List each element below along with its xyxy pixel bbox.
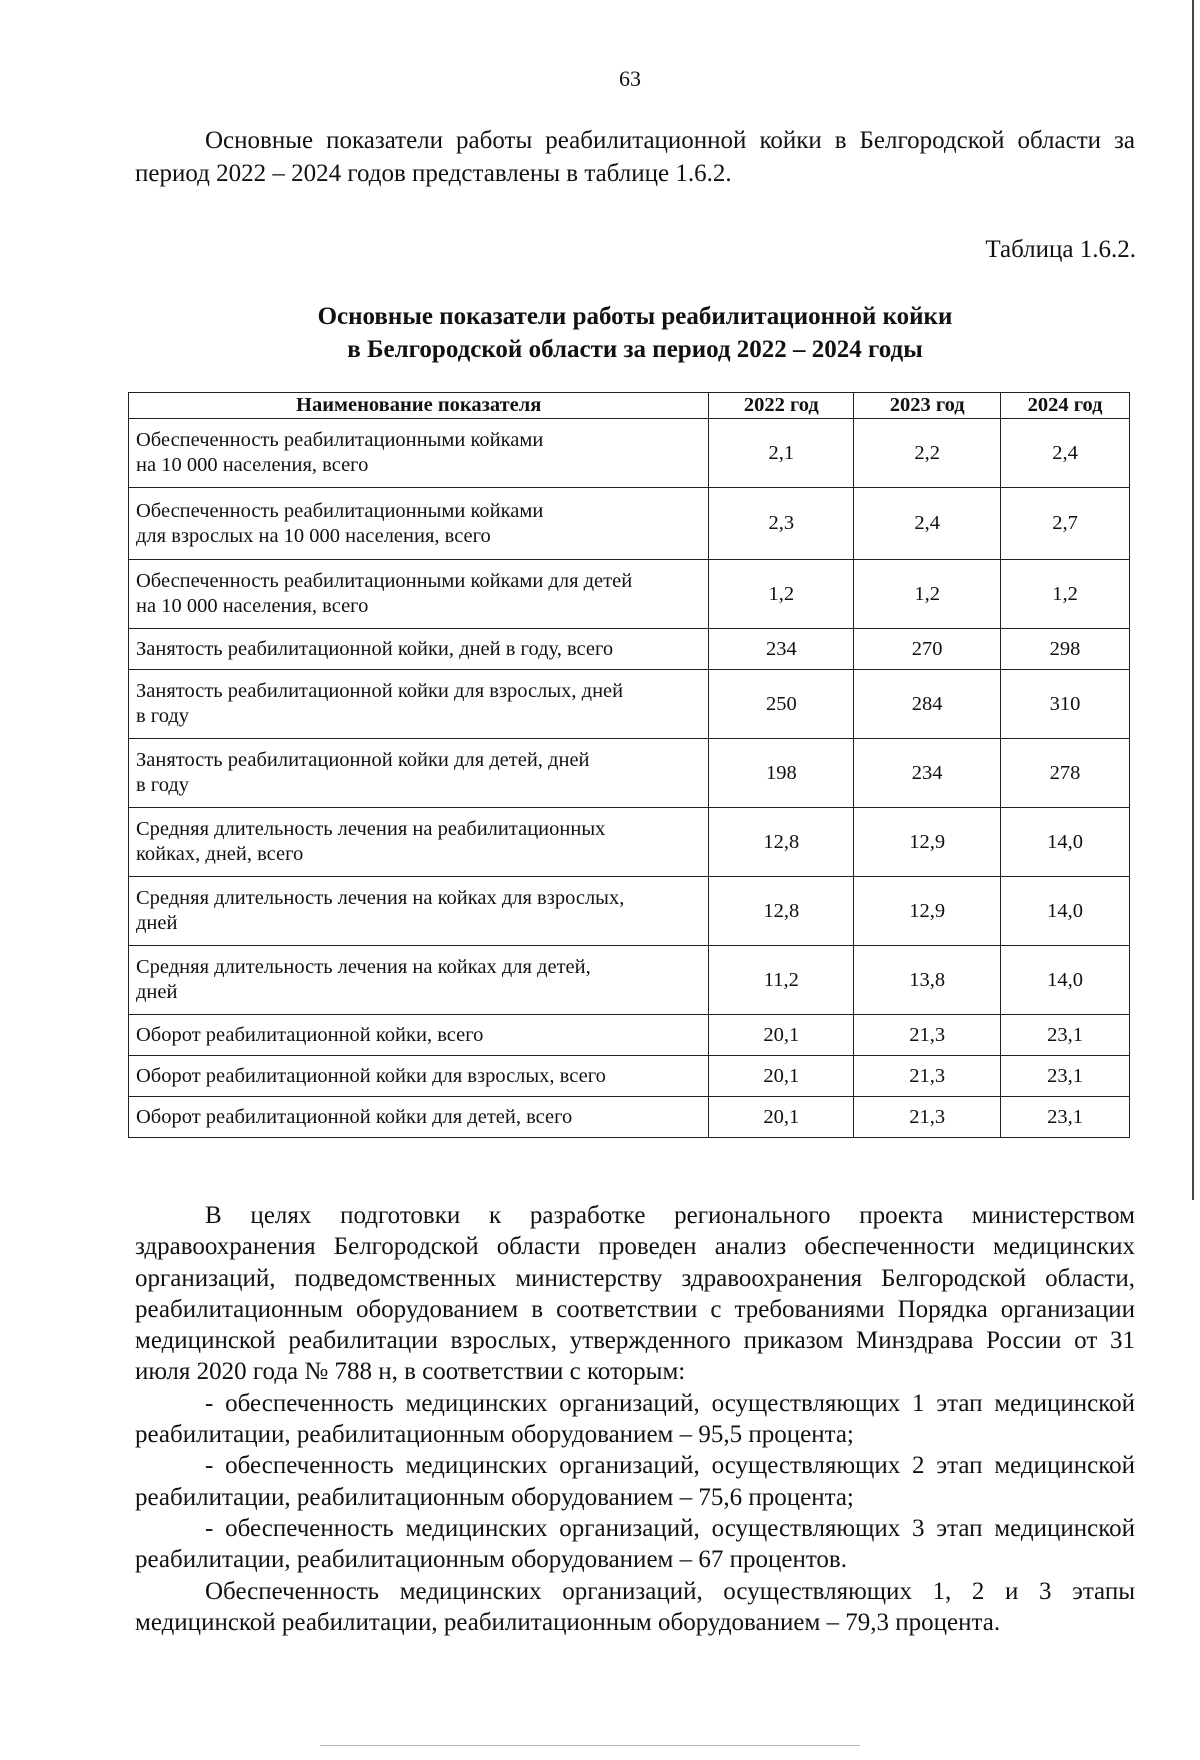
value-2023: 21,3 [854, 1056, 1001, 1097]
indicator-name: Оборот реабилитационной койки для взрослых, всего [129, 1056, 709, 1097]
table-row [129, 488, 1130, 560]
table-title-line: Основные показатели работы реабилитационной койки [317, 303, 953, 330]
value-2024: 298 [1001, 629, 1130, 670]
value-2023: 21,3 [854, 1015, 1001, 1056]
table-title [135, 300, 1135, 366]
indicator-name: Средняя длительность лечения на койках для детей, дней [129, 946, 709, 1015]
value-2022: 1,2 [709, 560, 854, 629]
value-2024: 14,0 [1001, 877, 1130, 946]
value-2024: 23,1 [1001, 1097, 1130, 1138]
header-year-2022: 2022 год [709, 393, 854, 419]
value-2024: 23,1 [1001, 1056, 1130, 1097]
indicator-name: Оборот реабилитационной койки для детей, всего [129, 1097, 709, 1138]
value-2024: 310 [1001, 670, 1130, 739]
value-2023: 1,2 [854, 560, 1001, 629]
table-row [129, 808, 1130, 877]
value-2023: 270 [854, 629, 1001, 670]
value-2022: 12,8 [709, 877, 854, 946]
table-row [129, 1097, 1130, 1138]
list-item: - обеспеченность медицинских организаций, осуществляющих 2 этап медицинской реабилитации, реабилитационным оборудованием – 75,6 процента; [135, 1452, 1135, 1511]
intro-paragraph: Основные показатели работы реабилитационной койки в Белгородской области за период 2022 – 2024 годов представлены в таблице 1.6.2. [135, 127, 1135, 187]
table-row [129, 946, 1130, 1015]
value-2023: 2,2 [854, 419, 1001, 488]
table-row [129, 1056, 1130, 1097]
value-2022: 20,1 [709, 1056, 854, 1097]
page-number: 63 [619, 66, 641, 91]
list-item: - обеспеченность медицинских организаций, осуществляющих 1 этап медицинской реабилитации, реабилитационным оборудованием – 95,5 процента; [135, 1389, 1135, 1449]
value-2024: 23,1 [1001, 1015, 1130, 1056]
table-row [129, 670, 1130, 739]
indicator-name: Обеспеченность реабилитационными койками для детей на 10 000 населения, всего [129, 560, 709, 629]
table-title-line: в Белгородской области за период 2022 – 2024 годы [347, 336, 923, 363]
value-2023: 21,3 [854, 1097, 1001, 1138]
value-2024: 2,4 [1001, 419, 1130, 488]
table-row [129, 877, 1130, 946]
value-2022: 20,1 [709, 1097, 854, 1138]
value-2023: 12,9 [854, 808, 1001, 877]
table-row [129, 629, 1130, 670]
value-2024: 2,7 [1001, 488, 1130, 560]
indicator-name: Обеспеченность реабилитационными койками для взрослых на 10 000 населения, всего [129, 488, 709, 560]
footer-divider [320, 1745, 860, 1746]
value-2022: 250 [709, 670, 854, 739]
value-2022: 198 [709, 739, 854, 808]
value-2023: 13,8 [854, 946, 1001, 1015]
list-item: - обеспеченность медицинских организаций, осуществляющих 3 этап медицинской реабилитации, реабилитационным оборудованием – 67 процентов. [135, 1514, 1135, 1574]
value-2023: 2,4 [854, 488, 1001, 560]
indicator-name: Занятость реабилитационной койки для взрослых, дней в году [129, 670, 709, 739]
value-2024: 1,2 [1001, 560, 1130, 629]
table-row [129, 1015, 1130, 1056]
indicator-name: Средняя длительность лечения на реабилитационных койках, дней, всего [129, 808, 709, 877]
value-2023: 12,9 [854, 877, 1001, 946]
indicator-name: Обеспеченность реабилитационными койками на 10 000 населения, всего [129, 419, 709, 488]
value-2022: 2,1 [709, 419, 854, 488]
table-row [129, 560, 1130, 629]
body-paragraph-final: Обеспеченность медицинских организаций, осуществляющих 1, 2 и 3 этапы медицинской реабилитации, реабилитационным оборудованием – 79,3 процента. [135, 1577, 1135, 1636]
table-header-row [129, 393, 1130, 419]
value-2022: 20,1 [709, 1015, 854, 1056]
body-text [135, 1200, 1135, 1638]
value-2024: 14,0 [1001, 946, 1130, 1015]
value-2022: 234 [709, 629, 854, 670]
indicator-name: Занятость реабилитационной койки, дней в году, всего [129, 629, 709, 670]
value-2024: 278 [1001, 739, 1130, 808]
table-row [129, 419, 1130, 488]
value-2022: 12,8 [709, 808, 854, 877]
indicator-name: Занятость реабилитационной койки для детей, дней в году [129, 739, 709, 808]
table-caption: Таблица 1.6.2. [985, 236, 1136, 263]
indicators-table [128, 392, 1130, 1138]
value-2023: 284 [854, 670, 1001, 739]
indicator-name: Средняя длительность лечения на койках для взрослых, дней [129, 877, 709, 946]
body-paragraph: В целях подготовки к разработке регионального проекта министерством здравоохранения Белгородской области проведен анализ обеспеченности медицинских организаций, подведомственных министерству здравоохранения Белгородской области, реабилитационным оборудованием в соответствии с требованиями Порядка организации медицинской реабилитации взрослых, утвержденного приказом Минздрава России от 31 июля 2020 года № 788 н, в соответствии с которым: [135, 1202, 1135, 1386]
value-2024: 14,0 [1001, 808, 1130, 877]
value-2022: 2,3 [709, 488, 854, 560]
table-row [129, 739, 1130, 808]
scan-edge-line [1192, 0, 1194, 1200]
indicator-name: Оборот реабилитационной койки, всего [129, 1015, 709, 1056]
value-2023: 234 [854, 739, 1001, 808]
header-indicator-name: Наименование показателя [129, 393, 709, 419]
header-year-2023: 2023 год [854, 393, 1001, 419]
header-year-2024: 2024 год [1001, 393, 1130, 419]
value-2022: 11,2 [709, 946, 854, 1015]
